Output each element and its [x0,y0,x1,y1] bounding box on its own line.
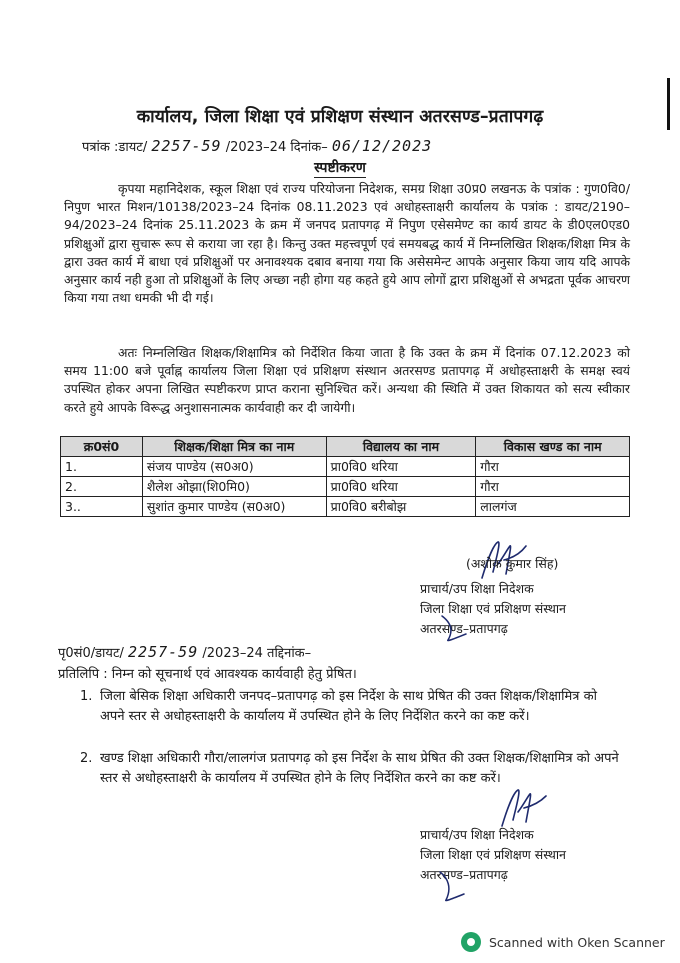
copy-to-line: प्रतिलिपि : निम्न को सूचनार्थ एवं आवश्यक कार्यवाही हेतु प्रेषित। [58,667,357,682]
office-title: कार्यालय, जिला शिक्षा एवं प्रशिक्षण संस्थान अतरसण्ड–प्रतापगढ़ [136,107,544,127]
ref-prefix: पत्रांक :डायट/ [82,140,148,155]
signatory-designation: प्राचार्य/उप शिक्षा निदेशक [420,581,534,596]
reference-line [82,137,432,155]
cell-teacher: सुशांत कुमार पाण्डेय (स0अ0) [142,497,326,517]
header-serial: क्र0सं0 [61,437,143,457]
endorsement-ref-prefix: पृ0सं0/डायट/ [58,646,124,661]
table-row [61,457,630,477]
signatory-name: (अशोक कुमार सिंह) [466,556,559,571]
body-paragraph-1: कृपया महानिदेशक, स्कूल शिक्षा एवं राज्य परियोजना निदेशक, समग्र शिक्षा उ0प्र0 लखनऊ के पत्रांक : गुण0वि0/निपुण भारत मिशन/10138/2023–24 दिनांक 08.11.2023 एवं अधोहस्ताक्षरी कार्यालय के पत्रांक : डायट/2190–94/2023–24 दिनांक 25.11.2023 के क्रम में जनपद प्रतापगढ़ में निपुण एसेसमेण्ट का कार्य डायट के डी0एल0एड0 प्रशिक्षुओं द्वारा सुचारू रूप से कराया जा रहा है। किन्तु उक्त महत्त्वपूर्ण एवं समयबद्ध कार्य में निम्नलिखित शिक्षक/शिक्षा मित्र के द्वारा उक्त कार्य में बाधा एवं प्रशिक्षुओं पर अनावश्यक दबाव बनाया गया कि असेसमेन्ट आपके अनुसार किया जाय यदि आपके अनुसार कार्य नही हुआ तो प्रशिक्षुओं के लिए अच्छा नही होगा यह कहते हुये आप लोगों द्वारा प्रशिक्षुओं से अभद्रता पूर्वक आचरण किया गया तथा धमकी भी दी गई। [64,181,630,306]
initial-mark-bottom [434,868,470,904]
scanner-logo-icon [461,932,481,952]
cell-serial: 1. [61,457,143,477]
table-header-row [61,437,630,457]
ref-year: /2023–24 दिनांक– [225,140,328,155]
list-item [80,749,620,789]
body-paragraph-2: अतः निम्नलिखित शिक्षक/शिक्षामित्र को निर्देशित किया जाता है कि उक्त के क्रम में दिनांक 07.12.2023 को समय 11:00 बजे पूर्वाह्न कार्यालय जिला शिक्षा एवं प्रशिक्षण संस्थान अतरसण्ड प्रतापगढ़ में अधोहस्ताक्षरी के समक्ष स्वयं उपस्थित होकर अपना लिखित स्पष्टीकरण प्राप्त कराना सुनिश्चित करें। अन्यथा की स्थिति में उक्त शिकायत को सत्य स्वीकार करते हुये आपके विरूद्ध अनुशासनात्मक कार्यवाही कर दी जायेगी। [64,345,630,415]
signatory-office: जिला शिक्षा एवं प्रशिक्षण संस्थान [420,847,566,862]
ref-date-handwritten: 06/12/2023 [331,137,433,155]
scanner-watermark [461,932,665,952]
cell-block: गौरा [476,457,630,477]
header-school-name: विद्यालय का नाम [326,437,476,457]
endorsement-ref-year: /2023–24 तद्दिनांक– [202,646,312,661]
cell-school: प्रा0वि0 थरिया [326,457,476,477]
endorsement-reference [58,643,311,661]
cell-school: प्रा0वि0 बरीबोझ [326,497,476,517]
list-item-number: 2. [80,751,93,766]
header-teacher-name: शिक्षक/शिक्षा मित्र का नाम [142,437,326,457]
header-block-name: विकास खण्ड का नाम [476,437,630,457]
table-row [61,497,630,517]
scanner-label: Scanned with Oken Scanner [489,934,665,950]
ref-number-handwritten: 2257-59 [151,137,222,155]
cell-block: गौरा [476,477,630,497]
document-heading [0,158,680,177]
signatory-designation: प्राचार्य/उप शिक्षा निदेशक [420,827,534,842]
heading-text: स्पष्टीकरण [314,160,366,176]
list-item-number: 1. [80,689,93,704]
cell-teacher: शैलेश ओझा(शि0मि0) [142,477,326,497]
list-item-text: जिला बेसिक शिक्षा अधिकारी जनपद–प्रतापगढ़ को इस निर्देश के साथ प्रेषित की उक्त शिक्षक/शिक्षामित्र को अपने स्तर से अधोहस्ताक्षरी के कार्यालय में उपस्थित होने के लिए निर्देशित करने का कष्ट करें। [100,689,597,724]
cell-teacher: संजय पाण्डेय (स0अ0) [142,457,326,477]
table-row [61,477,630,497]
cell-block: लालगंज [476,497,630,517]
signatory-location: अतरसण्ड–प्रतापगढ़ [420,867,508,882]
cell-serial: 3.. [61,497,143,517]
list-item [80,687,620,727]
signatory-office: जिला शिक्षा एवं प्रशिक्षण संस्थान [420,601,566,616]
signatory-location: अतरसण्ड–प्रतापगढ़ [420,621,508,636]
teachers-table [60,436,630,517]
initial-mark-top [436,612,472,644]
cell-school: प्रा0वि0 थरिया [326,477,476,497]
cell-serial: 2. [61,477,143,497]
list-item-text: खण्ड शिक्षा अधिकारी गौरा/लालगंज प्रतापगढ़ को इस निर्देश के साथ प्रेषित की उक्त शिक्षक/शिक्षामित्र को अपने स्तर से अधोहस्ताक्षरी के कार्यालय में उपस्थित होने के लिए निर्देशित करने का कष्ट करें। [100,751,619,786]
endorsement-ref-number-handwritten: 2257-59 [128,643,199,661]
